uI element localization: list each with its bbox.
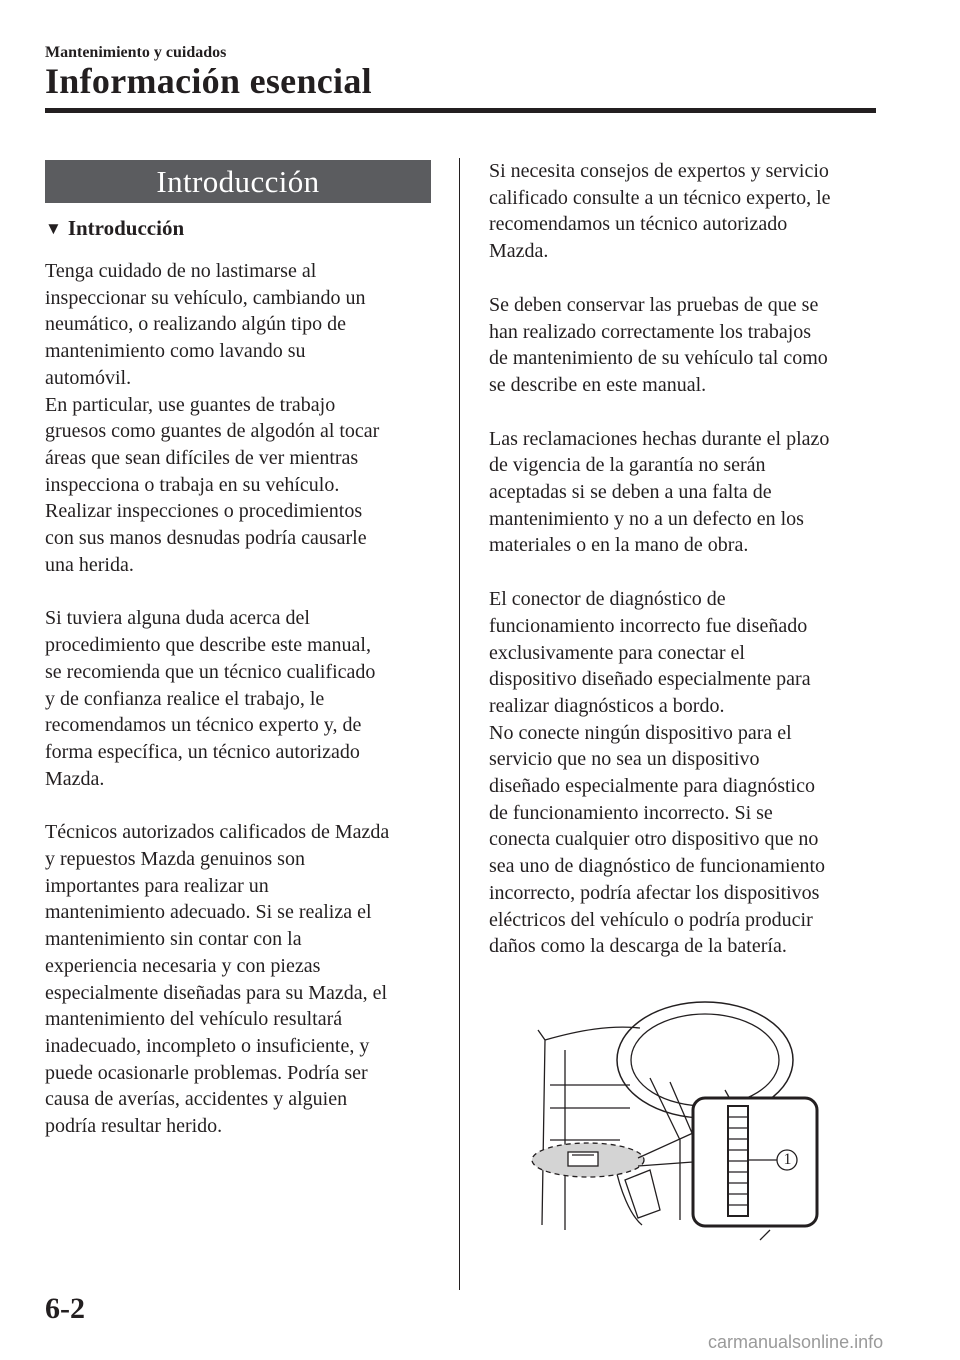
paragraph: Las reclamaciones hechas durante el plazo de vigencia de la garantía no serán aceptadas si se deben a una falta de mantenimiento y no a un defecto en los materiales o en la mano de obra. (489, 427, 830, 557)
paragraph: El conector de diagnóstico de funcionamiento incorrecto fue diseñado exclusivamente para conectar el dispositivo diseñado especialmente para realizar diagnósticos a bordo. No conecte ningún dispositivo para el servicio que no sea un dispositivo diseñado especialmente para diagnóstico de funcionamiento incorrecto. Si se conecta cualquier otro dispositivo que no sea uno de diagnóstico de funcionamiento incorrecto, podría afectar los dispositivos eléctricos del vehículo o podría producir daños como la descarga de la batería. (489, 588, 826, 958)
dashboard-illustration (520, 990, 840, 1245)
subheading (45, 216, 184, 241)
callout-number-1: 1 (783, 1151, 792, 1168)
header-rule (45, 108, 876, 113)
page-number: 6-2 (45, 1292, 85, 1325)
section-title: Información esencial (45, 61, 372, 101)
chapter-banner: Introducción (45, 160, 431, 203)
paragraph: Si necesita consejos de expertos y servicio calificado consulte a un técnico experto, le recomendamos un técnico autorizado Mazda. (489, 160, 831, 263)
column-divider (459, 158, 460, 1290)
left-column (45, 258, 445, 1167)
watermark: carmanualsonline.info (708, 1332, 884, 1352)
paragraph: Técnicos autorizados calificados de Mazda y repuestos Mazda genuinos son importantes para realizar un mantenimiento adecuado. Si se realiza el mantenimiento sin contar con la experiencia necesaria y con piezas especialmente diseñadas para su Mazda, el mantenimiento del vehículo resultará inadecuado, incompleto o insuficiente, y puede ocasionarle problemas. Podría ser causa de averías, accidentes y alguien podría resultar herido. (45, 821, 390, 1138)
diagnostic-connector-figure (520, 990, 840, 1245)
section-kicker: Mantenimiento y cuidados (45, 44, 227, 61)
paragraph: Tenga cuidado de no lastimarse al inspeccionar su vehículo, cambiando un neumático, o realizando algún tipo de mantenimiento como lavando su automóvil. En particular, use guantes de trabajo gruesos como guantes de algodón al tocar áreas que sean difíciles de ver mientras inspecciona o trabaja en su vehículo. Realizar inspecciones o procedimientos con sus manos desnudas podría causarle una herida. (45, 260, 380, 576)
subheading-text: Introducción (67, 216, 185, 240)
right-column (489, 158, 889, 987)
triangle-marker-icon: ▼ (45, 219, 62, 238)
paragraph: Se deben conservar las pruebas de que se han realizado correctamente los trabajos de mantenimiento de su vehículo tal como se describe en este manual. (489, 293, 828, 396)
paragraph: Si tuviera alguna duda acerca del procedimiento que describe este manual, se recomienda que un técnico cualificado y de confianza realice el trabajo, le recomendamos un técnico experto y, de forma específica, un técnico autorizado Mazda. (45, 607, 376, 790)
